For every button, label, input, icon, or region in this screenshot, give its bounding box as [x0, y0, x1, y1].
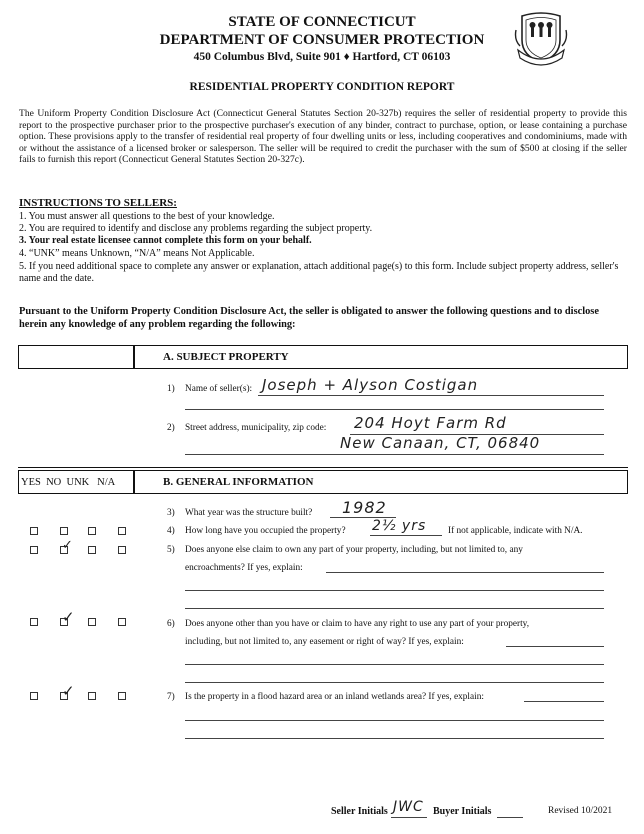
occupancy-duration-field[interactable]: 2½ yrs [372, 518, 427, 534]
seller-initials-label: Seller Initials [331, 806, 388, 817]
q6-na-checkbox[interactable] [118, 618, 126, 626]
q4-suffix: If not applicable, indicate with N/A. [448, 526, 583, 536]
q1-number: 1) [167, 384, 175, 394]
section-b-title: B. GENERAL INFORMATION [163, 476, 314, 488]
state-seal-icon [514, 10, 568, 66]
q7-unk-checkbox[interactable] [88, 692, 96, 700]
department-address: 450 Columbus Blvd, Suite 901 ♦ Hartford, CT 06103 [193, 51, 451, 63]
municipality-zip-field[interactable]: New Canaan, CT, 06840 [340, 434, 541, 452]
section-a-title: A. SUBJECT PROPERTY [163, 351, 289, 363]
q6-question-line1: Does anyone other than you have or claim to have any right to use any part of your property, [185, 619, 530, 629]
q7-explain-line-2[interactable] [185, 720, 604, 721]
q4-na-checkbox[interactable] [118, 527, 126, 535]
q6-unk-checkbox[interactable] [88, 618, 96, 626]
seller-initials-field[interactable]: JWC [393, 799, 424, 815]
buyer-initials-label: Buyer Initials [433, 806, 492, 817]
q5-na-checkbox[interactable] [118, 546, 126, 554]
q4-label: How long have you occupied the property? [185, 526, 346, 536]
instruction-4: 4. “UNK” means Unknown, “N/A” means Not Applicable. [19, 248, 255, 259]
q7-yes-checkbox[interactable] [30, 692, 38, 700]
section-b-top-rule [18, 467, 628, 468]
street-address-field[interactable]: 204 Hoyt Farm Rd [354, 414, 507, 432]
instruction-3: 3. Your real estate licensee cannot complete this form on your behalf. [19, 235, 312, 246]
q2-underline-2 [185, 454, 604, 455]
q4-number: 4) [167, 526, 175, 536]
q7-na-checkbox[interactable] [118, 692, 126, 700]
q6-no-checkmark-icon: ✓ [62, 608, 75, 626]
section-a-blank-header [18, 345, 134, 369]
q5-yes-checkbox[interactable] [30, 546, 38, 554]
q6-explain-line-3[interactable] [185, 682, 604, 683]
q4-unk-checkbox[interactable] [88, 527, 96, 535]
q2-number: 2) [167, 423, 175, 433]
q6-number: 6) [167, 619, 175, 629]
q5-question-line2: encroachments? If yes, explain: [185, 563, 303, 573]
instructions-heading: INSTRUCTIONS TO SELLERS: [19, 197, 177, 209]
year-built-field[interactable]: 1982 [342, 498, 387, 517]
intro-paragraph: The Uniform Property Condition Disclosure Act (Connecticut General Statutes Section 20-327b) requires the seller of residential property to provide this report to the prospective purchaser prior to the prospective purchaser's execution of any binder, contract to purchase, option, or lease containing a purchase option. These provisions apply to the transfer of residential real property of four dwelling units or less, including cooperatives and condominiums, made with or without the assistance of a licensed broker or salesperson. The seller will be required to credit the purchaser with the sum of $500 at closing if the seller fails to furnish this report (Connecticut General Statutes Section 20-327c). [19, 108, 627, 166]
q6-question-line2: including, but not limited to, any easement or right of way? If yes, explain: [185, 637, 464, 647]
q4-underline [370, 535, 442, 536]
q7-question-line1: Is the property in a flood hazard area or an inland wetlands area? If yes, explain: [185, 692, 484, 702]
q7-explain-line-1[interactable] [524, 701, 604, 702]
q6-yes-checkbox[interactable] [30, 618, 38, 626]
q5-question-line1: Does anyone else claim to own any part of your property, including, but not limited to, any [185, 545, 523, 555]
q1-underline [258, 395, 604, 396]
buyer-initials-field[interactable] [497, 817, 523, 818]
q4-yes-checkbox[interactable] [30, 527, 38, 535]
q2-label: Street address, municipality, zip code: [185, 423, 327, 433]
seller-initials-underline [391, 817, 427, 818]
answer-column-labels: YES NO UNK N/A [21, 477, 116, 488]
section-b-header [134, 470, 628, 494]
answer-columns-header [18, 470, 134, 494]
q5-explain-line-2[interactable] [185, 590, 604, 591]
q3-label: What year was the structure built? [185, 508, 313, 518]
q4-no-checkbox[interactable] [60, 527, 68, 535]
q5-explain-line-3[interactable] [185, 608, 604, 609]
department-title: DEPARTMENT OF CONSUMER PROTECTION [159, 32, 485, 48]
q6-explain-line-1[interactable] [506, 646, 604, 647]
q7-explain-line-3[interactable] [185, 738, 604, 739]
q3-number: 3) [167, 508, 175, 518]
q1-extra-line [185, 409, 604, 410]
instruction-5: 5. If you need additional space to complete any answer or explanation, attach additional page(s) to this form. Include subject property address, seller's name and the date. [19, 261, 619, 284]
report-title: RESIDENTIAL PROPERTY CONDITION REPORT [189, 81, 455, 93]
instruction-2: 2. You are required to identify and disclose any problems regarding the subject property. [19, 223, 373, 234]
q6-explain-line-2[interactable] [185, 664, 604, 665]
state-title: STATE OF CONNECTICUT [228, 14, 416, 30]
q7-number: 7) [167, 692, 175, 702]
revision-date: Revised 10/2021 [548, 806, 613, 816]
q5-unk-checkbox[interactable] [88, 546, 96, 554]
section-a-header [134, 345, 628, 369]
pursuant-statement: Pursuant to the Uniform Property Condition Disclosure Act, the seller is obligated to answer the following questions and to disclose herein any knowledge of any problem regarding the following: [19, 306, 599, 330]
instruction-1: 1. You must answer all questions to the best of your knowledge. [19, 211, 275, 222]
q5-explain-line-1[interactable] [326, 572, 604, 573]
q1-label: Name of seller(s): [185, 384, 253, 394]
q5-no-checkmark-icon: ✓ [62, 538, 73, 553]
q5-number: 5) [167, 545, 175, 555]
seller-name-field[interactable]: Joseph + Alyson Costigan [262, 376, 479, 394]
q7-no-checkmark-icon: ✓ [62, 682, 75, 700]
